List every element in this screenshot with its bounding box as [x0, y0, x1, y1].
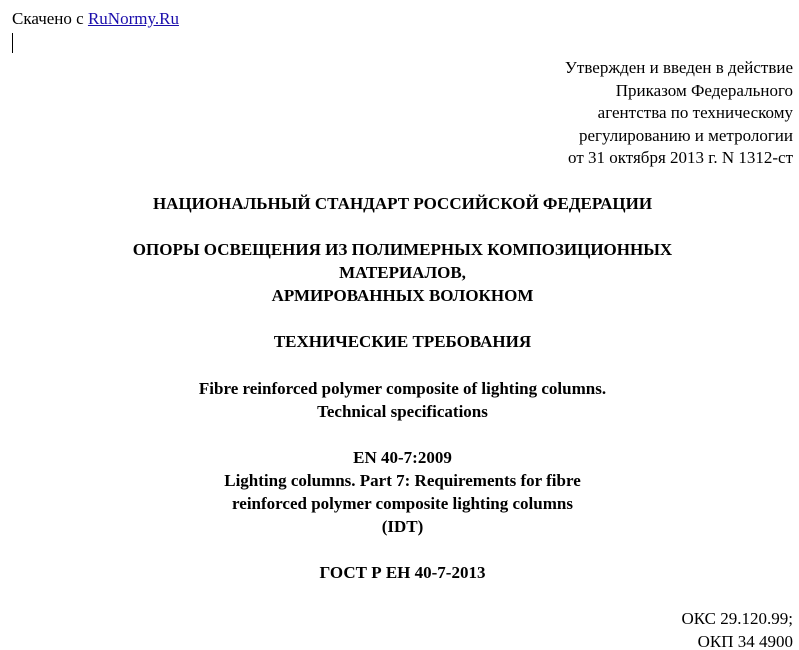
approval-line: от 31 октября 2013 г. N 1312-ст — [568, 148, 793, 168]
source-prefix: Скачено с — [12, 9, 88, 28]
subtitle-text: ТЕХНИЧЕСКИЕ ТРЕБОВАНИЯ — [273, 332, 532, 351]
okp-code: ОКП 34 4900 — [697, 632, 793, 650]
title-line: МАТЕРИАЛОВ, — [339, 263, 466, 282]
approval-line: Приказом Федерального — [615, 80, 793, 100]
english-title-line: Fibre reinforced polymer composite of lighting columns. — [198, 379, 607, 398]
english-title — [0, 377, 799, 423]
title-line: АРМИРОВАННЫХ ВОЛОКНОМ — [271, 286, 534, 305]
document-title — [0, 238, 799, 307]
source-line — [12, 9, 179, 29]
classification-codes — [681, 607, 793, 650]
standard-designation — [0, 561, 799, 584]
english-title-line: Technical specifications — [317, 402, 488, 421]
standard-type-text: НАЦИОНАЛЬНЫЙ СТАНДАРТ РОССИЙСКОЙ ФЕДЕРАЦИИ — [152, 194, 653, 213]
oks-code: ОКС 29.120.99; — [681, 609, 793, 628]
approval-block — [565, 57, 793, 170]
designation-text: ГОСТ Р ЕН 40-7-2013 — [319, 563, 486, 582]
en-reference — [0, 446, 799, 538]
approval-line: агентства по техническому — [597, 103, 793, 123]
text-cursor — [12, 33, 13, 53]
title-line: ОПОРЫ ОСВЕЩЕНИЯ ИЗ ПОЛИМЕРНЫХ КОМПОЗИЦИОННЫХ — [132, 240, 673, 259]
approval-line: Утвержден и введен в действие — [564, 58, 793, 77]
source-link[interactable]: RuNormy.Ru — [87, 9, 179, 28]
approval-line: регулированию и метрологии — [578, 125, 793, 145]
en-reference-line: (IDT) — [381, 517, 424, 536]
document-subtitle — [0, 330, 799, 353]
en-reference-line: reinforced polymer composite lighting columns — [232, 494, 573, 513]
standard-type — [0, 192, 799, 215]
en-reference-line: Lighting columns. Part 7: Requirements for fibre — [224, 471, 581, 490]
en-reference-line: EN 40-7:2009 — [353, 448, 452, 467]
